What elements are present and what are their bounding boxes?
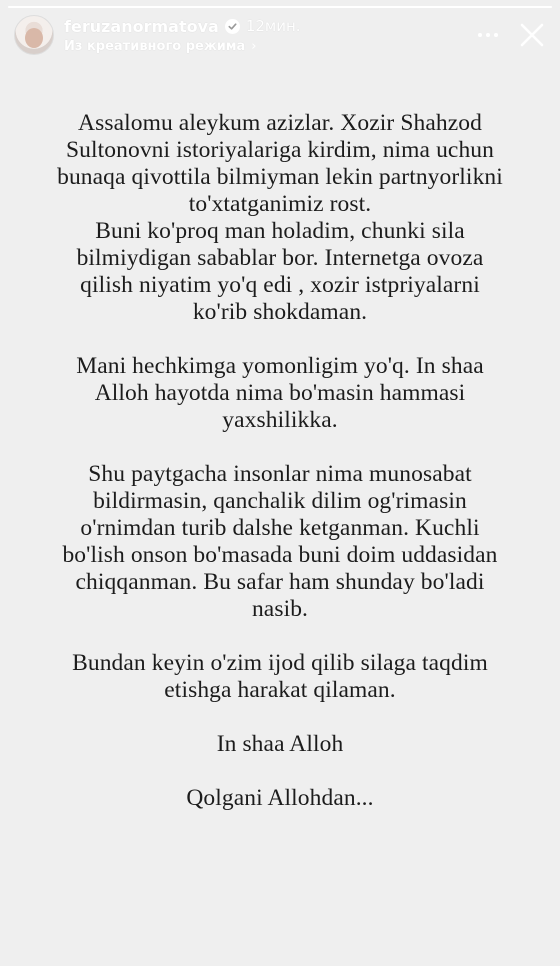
more-horizontal-icon[interactable] — [476, 27, 500, 43]
story-paragraph: In shaa Alloh — [216, 731, 344, 757]
story-text — [20, 110, 540, 839]
story-paragraph: Shu paytgacha insonlar nima munosabat bildirmasin, qanchalik dilim og'rimasin o'rnimdan turib dalshe ketganman. Kuchli bo'lish onson bo'masada buni doim uddasidan chiqqanman. Bu safar ham shunday bo'ladi nasib. — [62, 461, 498, 622]
story-progress-bar — [8, 6, 552, 8]
subtitle: Из креативного режима — [64, 38, 246, 54]
story-paragraph: Bundan keyin o'zim ijod qilib silaga taqdim etishga harakat qilaman. — [72, 650, 488, 703]
creative-mode-link[interactable] — [64, 39, 301, 54]
story-paragraph: Mani hechkimga yomonligim yo'q. In shaa Alloh hayotda nima bo'masin hammasi yaxshilikka. — [76, 353, 484, 433]
post-time: 12мин. — [245, 17, 301, 35]
story-meta — [64, 17, 301, 54]
verified-badge-icon — [225, 19, 240, 34]
story-header — [14, 10, 546, 60]
story-paragraph: Assalomu aleykum azizlar. Xozir Shahzod Sultonovni istoriyalariga kirdim, nima uchun bunaqa qivottila bilmiyman lekin partnyorlikni to'xtatganimiz rost. Buni ko'proq man holadim, chunki sila bilmiydigan sabablar bor. Internetga ovoza qilish niyatim yo'q edi , xozir istpriyalarni ko'rib shokdaman. — [57, 110, 503, 325]
close-icon[interactable] — [518, 21, 546, 49]
story-progress-fill — [8, 6, 552, 8]
chevron-right-icon: › — [251, 38, 257, 54]
avatar[interactable] — [14, 15, 54, 55]
username[interactable]: feruzanormatova — [64, 16, 219, 36]
story-paragraph: Qolgani Allohdan... — [186, 785, 374, 811]
